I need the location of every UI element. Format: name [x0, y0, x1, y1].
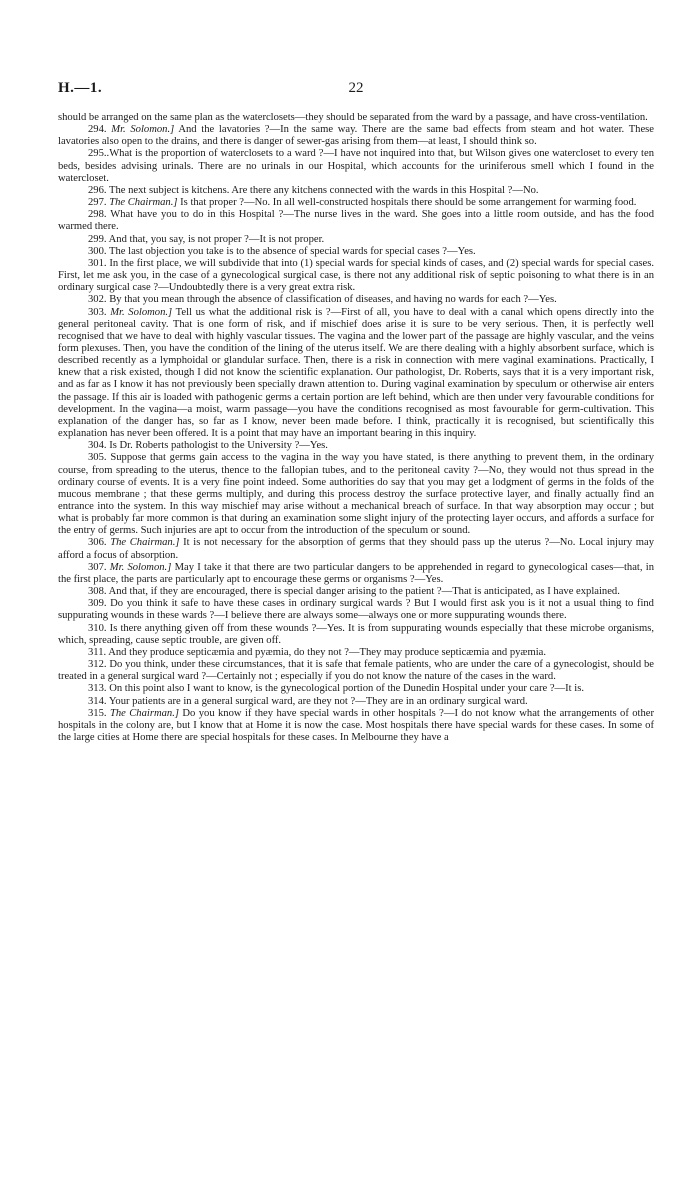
paragraph-313 [58, 683, 654, 695]
question-number: 304. [88, 440, 107, 452]
paragraph-text: The last objection you take is to the absence of special wards for special cases ?—Yes. [109, 245, 476, 257]
speaker: Mr. Solomon.] [109, 561, 172, 573]
paragraph-298 [58, 209, 654, 233]
paragraph-299 [58, 234, 654, 246]
document-body [58, 112, 654, 744]
paragraph-text: Do you think, under these circumstances, that it is safe that female patients, who are under the care of a gynecologist, should be treated in a general surgical ward ?—Certainly not ; especially if you do not know the nature of the cases in the ward. [58, 659, 654, 683]
paragraph-306 [58, 537, 654, 561]
paragraph-302 [58, 294, 654, 306]
paragraph-text: On this point also I want to know, is the gynecological portion of the Dunedin Hospital under your care ?—It is. [109, 683, 584, 695]
speaker: The Chairman.] [110, 537, 180, 549]
question-number: 307. [88, 561, 107, 573]
page-header [58, 80, 654, 102]
paragraph-300 [58, 246, 654, 258]
question-number: 295.. [88, 148, 110, 160]
paragraph-text: should be arranged on the same plan as the waterclosets—they should be separated from the ward by a passage, and have cross-ventilation. [58, 112, 648, 123]
paragraph-309 [58, 598, 654, 622]
paragraph-295 [58, 148, 654, 184]
paragraph-text: Is there anything given off from these wounds ?—Yes. It is from suppurating wounds especially that these microbe organisms, which, spreading, cause septic trouble, are given off. [58, 622, 654, 646]
paragraph-text: And the lavatories ?—In the same way. There are the same bad effects from steam and hot water. These lavatories also open to the drains, and there is danger of sewer-gas arising from them—at least, I should think so. [58, 124, 654, 148]
paragraph-text: The next subject is kitchens. Are there any kitchens connected with the wards in this Hospital ?—No. [109, 184, 539, 196]
paragraph-310 [58, 623, 654, 647]
paragraph-314 [58, 696, 654, 708]
paragraph-305 [58, 452, 654, 537]
document-id: H.—1. [58, 80, 103, 96]
speaker: The Chairman.] [109, 707, 179, 719]
question-number: 302. [88, 294, 107, 306]
paragraph-text: Is Dr. Roberts pathologist to the University ?—Yes. [109, 440, 328, 452]
paragraph-text: And they produce septicæmia and pyæmia, do they not ?—They may produce septicæmia and pyæmia. [108, 646, 547, 658]
paragraph-303 [58, 307, 654, 441]
paragraph-text: By that you mean through the absence of classification of diseases, and having no wards for each ?—Yes. [109, 294, 557, 306]
paragraph-0 [58, 112, 654, 124]
document-page [58, 80, 654, 744]
question-number: 305. [88, 452, 107, 464]
paragraph-text: Do you think it safe to have these cases in ordinary surgical wards ? But I would first ask you is it not a usual thing to find suppurating wounds in these wards ?—I believe there are always some—always one or more suppurating wounds there. [58, 598, 654, 622]
paragraph-text: And that, if they are encouraged, there is special danger arising to the patient ?—That is anticipated, as I have explained. [108, 586, 620, 598]
question-number: 314. [88, 695, 107, 707]
question-number: 299. [88, 233, 107, 245]
paragraph-307 [58, 562, 654, 586]
question-number: 312. [88, 659, 107, 671]
paragraph-text: In the first place, we will subdivide that into (1) special wards for special kinds of cases, and (2) special wards for special cases. First, let me ask you, in the case of a gynecological surgical case, is there not any additional risk of septic poisoning to what there is in an ordinary surgical case ?—Undoubtedly there is a very great extra risk. [58, 257, 654, 294]
paragraph-text: What have you to do in this Hospital ?—The nurse lives in the ward. She goes into a little room outside, and has the food warmed there. [58, 209, 654, 233]
question-number: 296. [88, 184, 107, 196]
question-number: 310. [88, 622, 107, 634]
question-number: 311. [88, 646, 107, 658]
page-number: 22 [348, 80, 364, 96]
paragraph-text: And that, you say, is not proper ?—It is not proper. [108, 233, 325, 245]
question-number: 297. [88, 197, 107, 209]
question-number: 309. [88, 598, 107, 610]
paragraph-text: It is not necessary for the absorption of germs that they should pass up the uterus ?—No. Local injury may afford a focus of absorption. [58, 537, 655, 561]
paragraph-text: Your patients are in a general surgical ward, are they not ?—They are in an ordinary surgical ward. [108, 695, 528, 707]
question-number: 306. [88, 537, 107, 549]
paragraph-text: What is the proportion of waterclosets to a ward ?—I have not inquired into that, but Wilson gives one watercloset to every ten beds, besides advising urinals. There are no urinals in our Hospital, which accounts for the uriniferous smell which I found in the watercloset. [58, 148, 654, 184]
paragraph-312 [58, 659, 654, 683]
speaker: Mr. Solomon.] [111, 124, 175, 136]
question-number: 294. [88, 124, 107, 136]
paragraph-text: Suppose that germs gain access to the vagina in the way you have stated, is there anything to prevent them, in the ordinary course, from spreading to the uterus, thence to the fallopian tubes, and to the peritoneal cavity ?—No, they would not thus spread in the ordinary course of events. It is a very fine point indeed. Some authorities do say that you may get a lodgment of germs in the folds of the mucous membrane ; that these germs multiply, and during this process destroy the surface protective layer, and finally actually find an entrance into the system. In this way mischief may arise without a mechanical breach of surface. In that way absorption may occur ; but what is probably far more common is that during an examination some slight injury of the protecting layer occurs, and affords a surface for the entry of germs. Such injuries are apt to occur from the introduction of the speculum or sound. [58, 452, 654, 537]
paragraph-text: May I take it that there are two particular dangers to be apprehended in regard to gynecological cases—that, in the first place, the parts are particularly apt to encourage these germs or organisms ?—Yes. [58, 561, 654, 585]
paragraph-304 [58, 440, 654, 452]
paragraph-text: Is that proper ?—No. In all well-constructed hospitals there should be some arrangement for warming food. [180, 197, 637, 209]
paragraph-296 [58, 185, 654, 197]
question-number: 303. [88, 306, 107, 318]
question-number: 301. [88, 257, 107, 269]
paragraph-297 [58, 197, 654, 209]
question-number: 300. [88, 245, 107, 257]
question-number: 298. [88, 209, 107, 221]
paragraph-text: Tell us what the additional risk is ?—First of all, you have to deal with a canal which opens directly into the general peritoneal cavity. That is one form of risk, and if mischief does arise it is sure to be very serious. Then, it is perfectly well recognised that we have to deal with highly vascular tissues. The vagina and the lower part of the passage are highly vascular, and the veins form plexuses. Then, you have the condition of the lining of the uterus itself. We are there dealing with a highly absorbent surface, which is described recently as a lymphoidal or glandular surface. Then, there is a risk in connection with mere vaginal examinations. Practically, I knew that a risk existed, though I did not know the scientific explanation. Our pathologist, Dr. Roberts, says that it is a very important risk, and as far as I know it has not previously been specially drawn attention to. During vaginal examination by speculum or otherwise air enters the passage. If this air is loaded with pathogenic germs a certain portion are left behind, which are then under very favourable conditions for development. In the vagina—a moist, warm passage—you have the conditions recognised as most favourable for germ-cultivation. This explanation of the danger has, so far as I know, never been made before. I think, practically it is recognised, but scientifically this explanation has never been offered. It is a point that may have an important bearing in this inquiry. [58, 306, 654, 440]
paragraph-308 [58, 586, 654, 598]
speaker: Mr. Solomon.] [110, 306, 173, 318]
speaker: The Chairman.] [109, 197, 178, 209]
question-number: 308. [88, 586, 107, 598]
question-number: 315. [88, 707, 107, 719]
paragraph-311 [58, 647, 654, 659]
question-number: 313. [88, 683, 107, 695]
paragraph-315 [58, 708, 654, 744]
paragraph-text: Do you know if they have special wards in other hospitals ?—I do not know what the arrangements of other hospitals in the colony are, but I know that at Home it is now the case. Most hospitals there have special wards for these cases. In some of the large cities at Home there are special hospitals for these cases. In Melbourne they have a [58, 707, 655, 743]
paragraph-301 [58, 258, 654, 294]
paragraph-294 [58, 124, 654, 148]
